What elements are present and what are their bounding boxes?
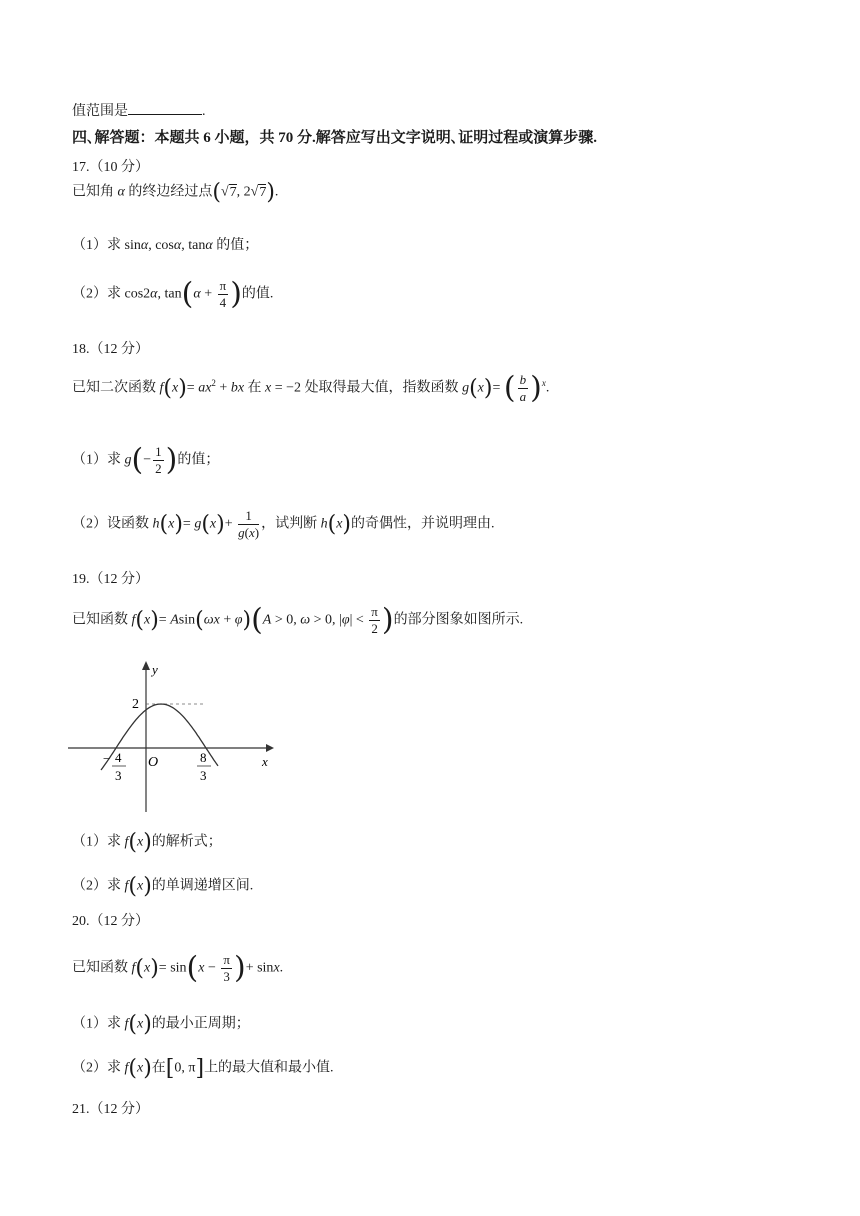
- q20-part1: （1）求 f(x)的最小正周期；: [72, 1012, 250, 1037]
- q17-part2: （2）求 cos2α, tan(α + $\frac{\pi}{4}$ )的值.: [72, 276, 274, 312]
- q21-header: 21.（12 分）: [72, 1102, 149, 1117]
- continuation-line: 值范围是 .: [72, 104, 206, 119]
- left-root-numerator: 4: [115, 750, 122, 765]
- q17-stem: 已知角 α 的终边经过点(√7, 2√7).: [72, 180, 279, 205]
- section-heading: 四､解答题：本题共 6 小题，共 70 分.解答应写出文字说明､证明过程或演算步骤.: [72, 130, 598, 146]
- q17-header: 17.（10 分）: [72, 160, 149, 175]
- q20-stem: 已知函数 f(x)= sin(x − $\frac{\pi}{3}$ )+ sinx.: [72, 950, 284, 986]
- continuation-text: 值范围是: [72, 104, 128, 119]
- right-root-numerator: 8: [200, 750, 207, 765]
- origin-label: O: [148, 755, 159, 770]
- q20-part2: （2）求 f(x)在[0, π]上的最大值和最小值.: [72, 1056, 334, 1081]
- q19-sine-graph: [66, 656, 282, 816]
- q18-part1: （1）求 g(− $\frac{1}{2}$ )的值；: [72, 442, 220, 478]
- q18-stem: 已知二次函数 $f(x)= ax^2$ + bx 在 x = −2 处取得最大值，指数函数 g(x)= ( $\frac{b}{a}$ )$^x$.: [72, 370, 550, 406]
- max-value-label: 2: [132, 697, 139, 712]
- q19-part1: （1）求 f(x)的解析式；: [72, 830, 222, 855]
- left-root-minus: −: [103, 751, 111, 766]
- left-root-denominator: 3: [115, 768, 122, 783]
- y-axis-arrow: [142, 661, 150, 670]
- answer-blank[interactable]: [128, 102, 202, 115]
- q17-part1: （1）求 sinα, cosα, tanα 的值；: [72, 238, 259, 253]
- q18-part2: （2）设函数 h(x)= g(x)+ $\frac{1}{g(x)}$ ，试判断 h(x)的奇偶性，并说明理由.: [72, 508, 495, 540]
- x-axis-arrow: [266, 744, 274, 752]
- q19-stem: 已知函数 f(x)= Asin(ωx + φ)(A > 0, ω > 0, |φ| < $\frac{\pi}{2}$ )的部分图象如图所示.: [72, 602, 524, 638]
- y-axis-label: y: [152, 662, 158, 677]
- q19-part2: （2）求 f(x)的单调递增区间.: [72, 874, 254, 899]
- x-axis-label: x: [262, 754, 268, 769]
- right-root-denominator: 3: [200, 768, 207, 783]
- q20-header: 20.（12 分）: [72, 914, 149, 929]
- q19-header: 19.（12 分）: [72, 572, 149, 587]
- q18-header: 18.（12 分）: [72, 342, 149, 357]
